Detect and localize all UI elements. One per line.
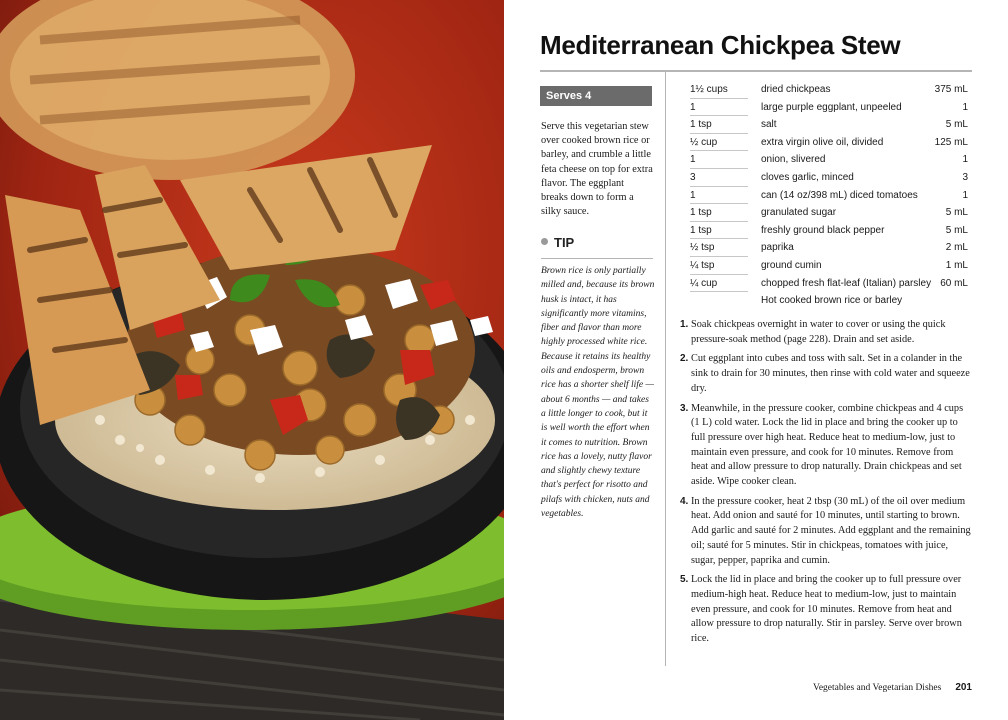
tip-text: Brown rice is only partially milled and, because its brown husk is intact, it has significantly more vitamins, fiber and flavor than more highly processed white rice. Because it retains its healthy oils and endosperm, brown rice has a shorter shelf life — about 6 months — and takes a little longer to cook, but it is well worth the effort when it comes to nutrition. Brown rice has a lovely, nutty flavor and slightly chewy texture that's perfect for risotto and pilafs with chicken, nuts and vegetables. <box>541 266 655 520</box>
ingredient-row <box>690 116 968 134</box>
ingredient-metric: 1 <box>962 154 968 166</box>
ingredient-row <box>690 275 968 293</box>
ingredient-row <box>690 239 968 257</box>
ingredient-name: salt <box>761 119 777 131</box>
step-number: 1. <box>680 319 689 330</box>
ingredient-name: extra virgin olive oil, divided <box>761 136 884 148</box>
step-text: Meanwhile, in the pressure cooker, combine chickpeas and 4 cups (1 L) cold water. Lock the lid in place and bring the cooker up to full pressure over high heat. Reduce heat to medium-low, just to maintain even pressure, and cook for 10 minutes. Remove from heat and allow pressure to drop naturally. Drain chickpeas and set aside. Wipe cooker clean. <box>691 402 964 488</box>
ingredient-imperial: 1 tsp <box>690 224 712 236</box>
ingredient-row <box>690 204 968 222</box>
ingredient-metric: 1 <box>962 101 968 113</box>
section-name: Vegetables and Vegetarian Dishes <box>813 683 942 693</box>
tip-heading <box>541 235 653 250</box>
ingredient-name: ground cumin <box>761 259 822 271</box>
title-divider <box>540 70 972 72</box>
serves-badge: Serves 4 <box>540 86 652 106</box>
ingredient-metric: 5 mL <box>945 207 968 219</box>
ingredient-imperial: 1 <box>690 101 696 113</box>
ingredient-imperial: ¼ tsp <box>690 259 715 271</box>
ingredient-metric: 375 mL <box>934 84 968 95</box>
step-number: 4. <box>680 495 689 507</box>
ingredient-name: dried chickpeas <box>761 84 831 95</box>
ingredient-metric: 5 mL <box>945 119 968 131</box>
step-text: In the pressure cooker, heat 2 tbsp (30 mL) of the oil over medium heat. Add onion and sauté for 10 minutes, until starting to brown. Add garlic and sauté for 2 minutes. Add eggplant and the remaining oil; sauté for 5 minutes. Stir in chickpeas, tomatoes with juice, sugar, pepper, paprika and cumin. <box>691 495 971 566</box>
ingredient-row <box>690 81 968 99</box>
bullet-icon <box>541 238 548 245</box>
ingredient-name: cloves garlic, minced <box>761 171 854 183</box>
ingredient-metric: 5 mL <box>945 224 968 236</box>
ingredient-row <box>690 151 968 169</box>
method-step <box>680 573 972 647</box>
method-step <box>680 402 972 490</box>
ingredient-imperial: ½ cup <box>690 136 718 148</box>
step-text: Soak chickpeas overnight in water to cover or using the quick pressure-soak method (page 228). Drain and set aside. <box>691 319 946 345</box>
ingredient-row <box>690 292 968 310</box>
ingredient-metric: 1 <box>962 189 968 201</box>
ingredient-imperial: 1 tsp <box>690 207 712 219</box>
ingredient-metric: 60 mL <box>940 277 968 289</box>
ingredient-name: granulated sugar <box>761 207 837 219</box>
step-number: 3. <box>680 402 689 414</box>
ingredient-name: paprika <box>761 242 794 254</box>
tip-heading-label: TIP <box>554 235 575 250</box>
ingredient-name: large purple eggplant, unpeeled <box>761 101 902 113</box>
ingredient-imperial: 1 <box>690 154 696 166</box>
ingredient-row <box>690 134 968 152</box>
ingredient-list <box>690 81 968 310</box>
ingredient-imperial: 1½ cups <box>690 84 728 95</box>
ingredient-metric: 2 mL <box>945 242 968 254</box>
ingredient-metric: 1 mL <box>945 259 968 271</box>
ingredient-name: onion, slivered <box>761 154 826 166</box>
method-step <box>680 318 972 347</box>
recipe-title: Mediterranean Chickpea Stew <box>540 30 901 60</box>
ingredient-name: chopped fresh flat-leaf (Italian) parsley <box>761 277 932 289</box>
step-number: 2. <box>680 353 689 365</box>
ingredient-imperial: ½ tsp <box>690 242 715 254</box>
ingredient-name: Hot cooked brown rice or barley <box>761 295 903 307</box>
ingredient-imperial: 3 <box>690 171 696 183</box>
ingredient-imperial: 1 tsp <box>690 119 712 131</box>
method-step <box>680 495 972 569</box>
ingredient-metric: 3 <box>962 171 968 183</box>
ingredient-row <box>690 169 968 187</box>
recipe-intro: Serve this vegetarian stew over cooked brown rice or barley, and crumble a little feta cheese on top for extra flavor. The eggplant breaks down to form a silky sauce. <box>541 121 653 218</box>
ingredient-imperial: 1 <box>690 189 696 201</box>
method-step <box>680 352 972 396</box>
ingredient-row <box>690 257 968 275</box>
tip-divider <box>541 258 653 259</box>
ingredient-row <box>690 187 968 205</box>
ingredient-row <box>690 99 968 117</box>
page-footer <box>813 682 972 693</box>
page-number: 201 <box>955 682 972 693</box>
ingredient-name: freshly ground black pepper <box>761 224 885 236</box>
ingredient-name: can (14 oz/398 mL) diced tomatoes <box>761 189 918 201</box>
ingredient-row <box>690 222 968 240</box>
ingredient-metric: 125 mL <box>934 136 968 148</box>
step-text: Lock the lid in place and bring the cooker up to full pressure over medium-high heat. Reduce heat to medium-low, just to maintain even pressure, and cook for 10 minutes. Remove from heat and allow pressure to drop naturally. Stir in parsley. Serve over brown rice. <box>691 574 962 645</box>
step-number: 5. <box>680 574 689 586</box>
step-text: Cut eggplant into cubes and toss with salt. Set in a colander in the sink to drain for 30 minutes, then rinse with cold water and squeeze dry. <box>691 353 970 394</box>
ingredient-imperial: ¼ cup <box>690 277 718 289</box>
method-steps <box>680 318 972 652</box>
column-divider <box>665 72 666 666</box>
